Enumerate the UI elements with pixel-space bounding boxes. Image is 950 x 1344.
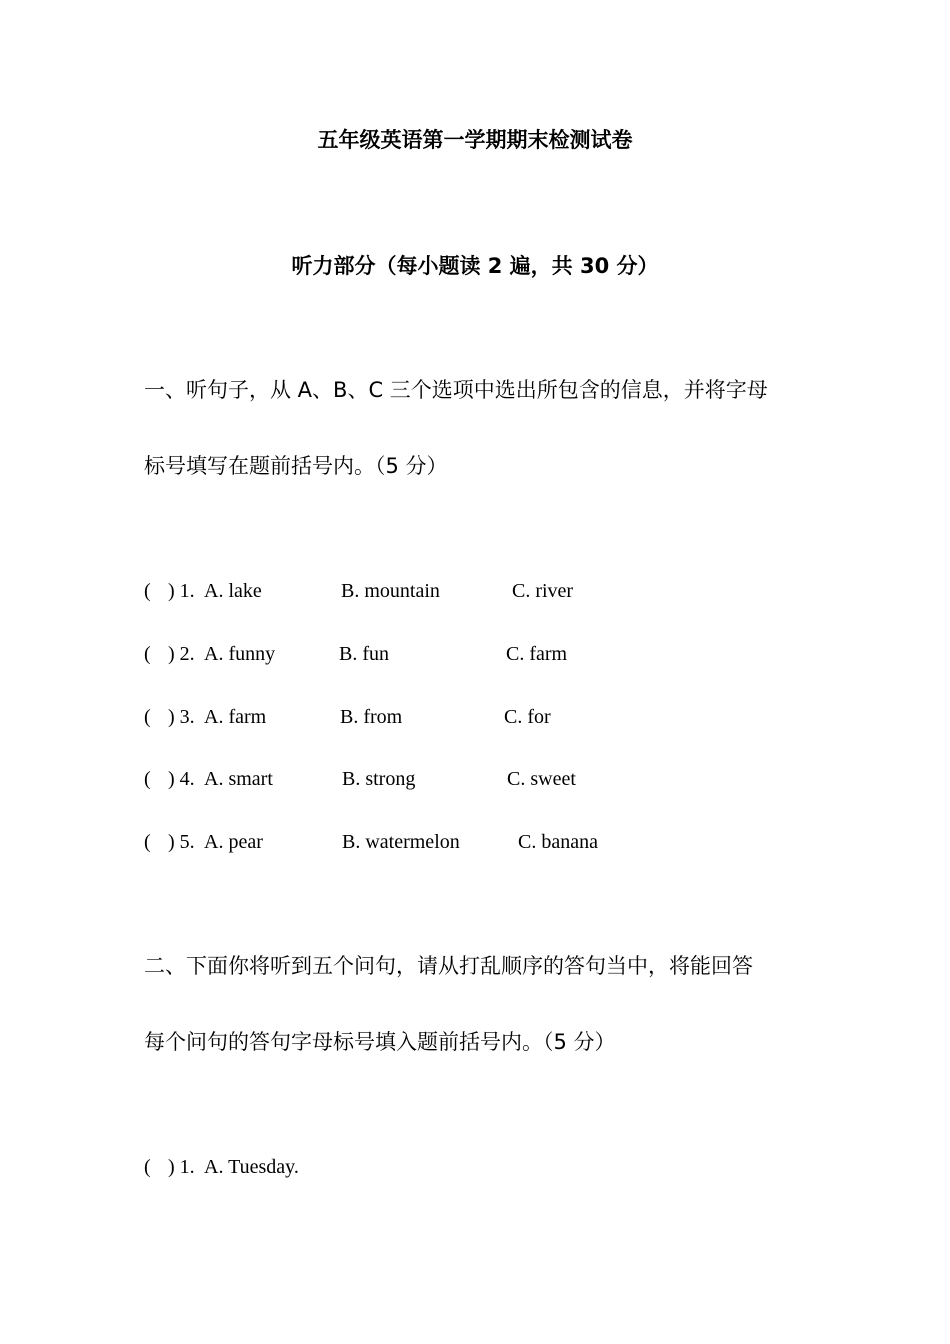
option-c: C. for: [504, 706, 551, 728]
section1-question-2: [144, 640, 844, 668]
section1-instruction-line2: 标号填写在题前括号内。（5 分）: [144, 454, 448, 478]
question-number: ) 5.: [168, 831, 195, 853]
option-a: A. lake: [204, 580, 262, 602]
option-a: A. smart: [204, 768, 273, 790]
option-c: C. sweet: [507, 768, 576, 790]
answer-bracket: (: [144, 706, 151, 728]
answer-bracket: (: [144, 580, 151, 602]
option-b: B. fun: [339, 643, 389, 665]
option-c: C. banana: [518, 831, 598, 853]
option-b: B. from: [340, 706, 403, 728]
exam-title: 五年级英语第一学期期末检测试卷: [317, 128, 633, 152]
option-a: A. funny: [204, 643, 276, 665]
question-number: ) 3.: [168, 706, 195, 728]
option-a: A. pear: [204, 831, 263, 853]
option-c: C. farm: [506, 643, 568, 665]
section1-question-5: [144, 828, 844, 856]
answer-bracket: (: [144, 643, 151, 665]
section1-question-1: [144, 577, 844, 605]
option-a: A. Tuesday.: [204, 1156, 299, 1178]
option-b: B. watermelon: [342, 831, 460, 853]
question-number: ) 4.: [168, 768, 195, 790]
option-b: B. strong: [342, 768, 416, 790]
question-number: ) 1.: [168, 1156, 195, 1178]
section2-instruction-line1: 二、下面你将听到五个问句，请从打乱顺序的答句当中，将能回答: [144, 954, 753, 978]
answer-bracket: (: [144, 1156, 151, 1178]
question-number: ) 1.: [168, 580, 195, 602]
section2-instruction-line2: 每个问句的答句字母标号填入题前括号内。（5 分）: [144, 1030, 616, 1054]
answer-bracket: (: [144, 768, 151, 790]
section1-instruction-line1: 一、听句子，从 A、B、C 三个选项中选出所包含的信息，并将字母: [144, 378, 768, 402]
option-a: A. farm: [204, 706, 267, 728]
section1-question-3: [144, 703, 844, 731]
listening-part-heading: 听力部分（每小题读 2 遍，共 30 分）: [291, 254, 659, 278]
section2-question-1: [144, 1153, 844, 1181]
section1-question-4: [144, 765, 844, 793]
question-number: ) 2.: [168, 643, 195, 665]
answer-bracket: (: [144, 831, 151, 853]
option-c: C. river: [512, 580, 574, 602]
option-b: B. mountain: [341, 580, 440, 602]
